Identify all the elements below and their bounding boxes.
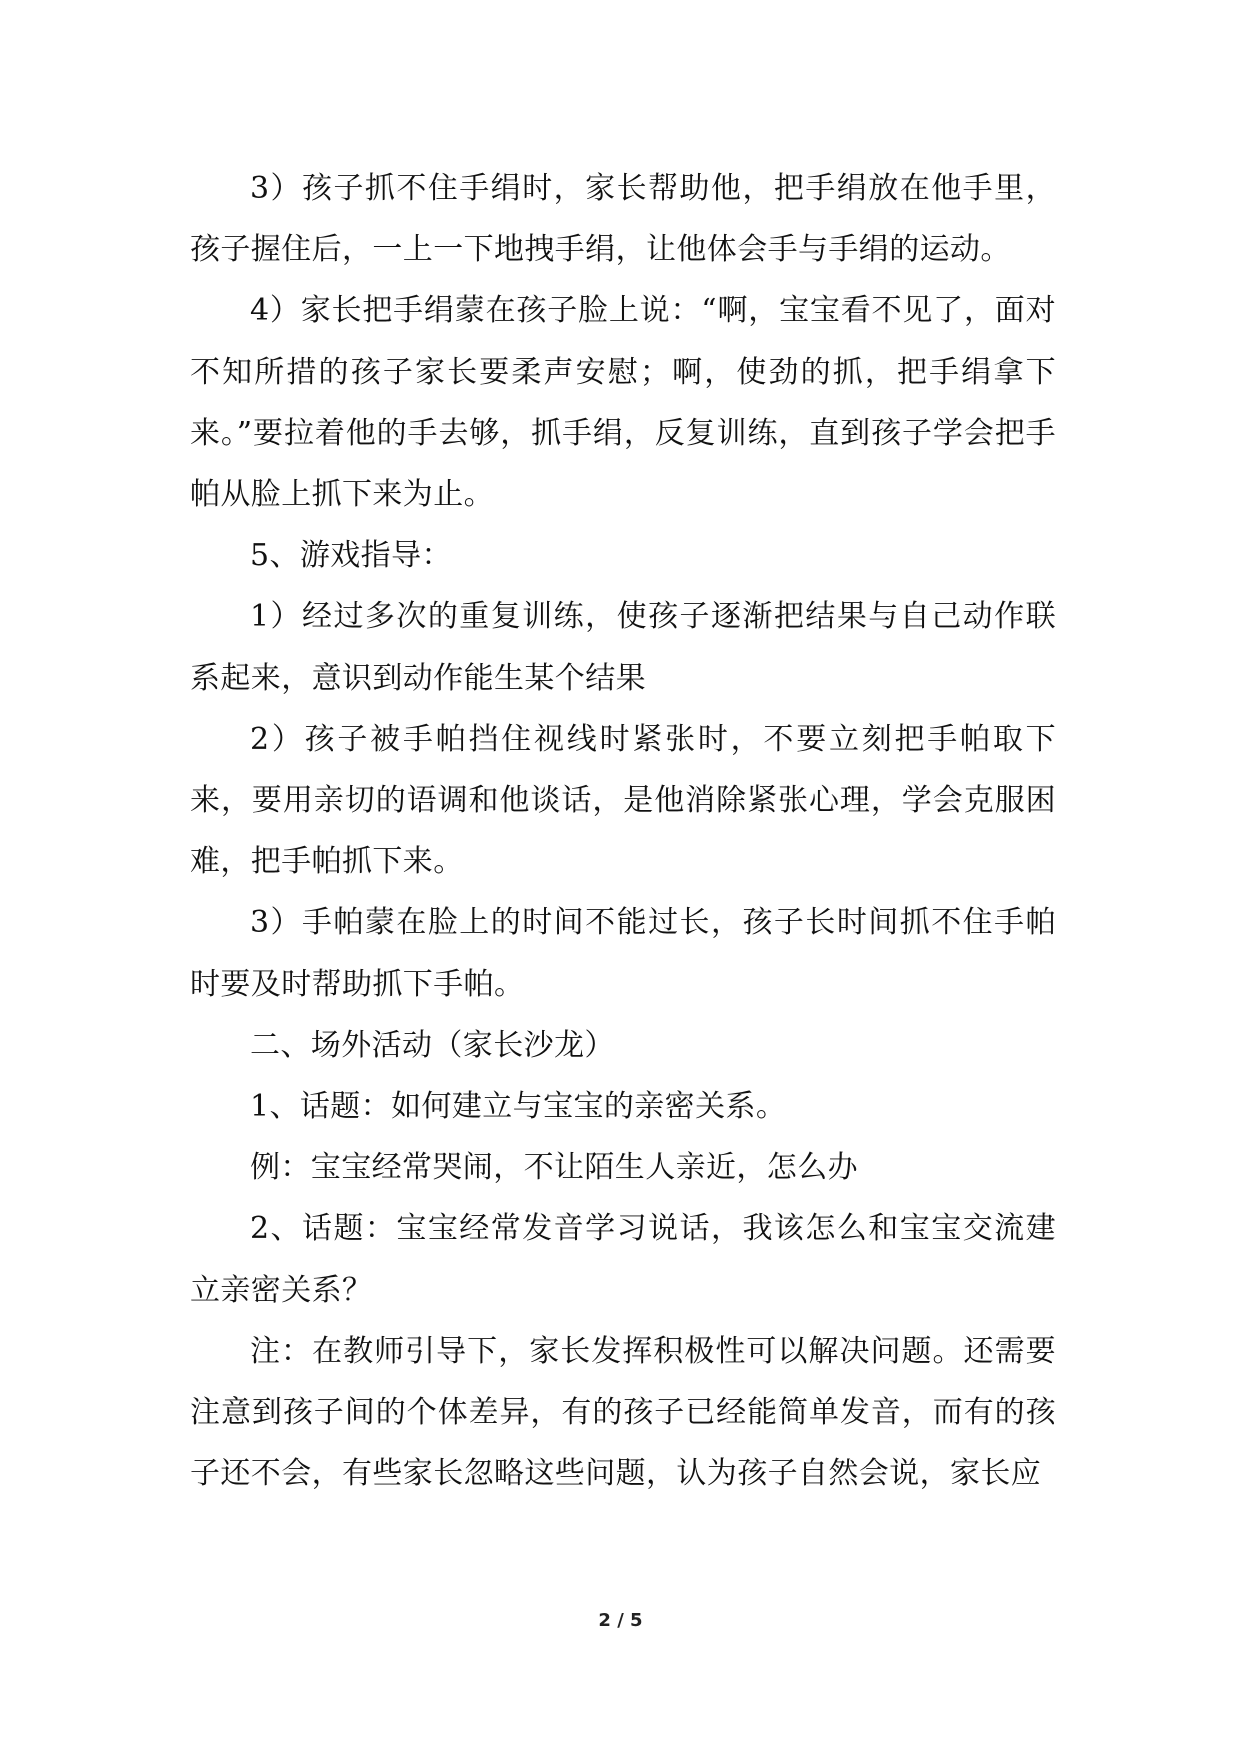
page-number: 2 / 5	[598, 1610, 643, 1631]
paragraph: 2）孩子被手帕挡住视线时紧张时，不要立刻把手帕取下来，要用亲切的语调和他谈话，是他消除紧张心理，学会克服困难，把手帕抓下来。	[190, 721, 1056, 880]
paragraph: 3）手帕蒙在脸上的时间不能过长，孩子长时间抓不住手帕时要及时帮助抓下手帕。	[190, 905, 1056, 1002]
body-text	[190, 158, 1056, 1504]
paragraph: 1、话题：如何建立与宝宝的亲密关系。	[250, 1089, 787, 1125]
paragraph: 1）经过多次的重复训练，使孩子逐渐把结果与自己动作联系起来，意识到动作能生某个结果	[190, 599, 1056, 696]
paragraph: 4）家长把手绢蒙在孩子脸上说：“啊，宝宝看不见了，面对不知所措的孩子家长要柔声安慰；啊，使劲的抓，把手绢拿下来。”要拉着他的手去够，抓手绢，反复训练，直到孩子学会把手帕从脸上抓下来为止。	[190, 293, 1056, 513]
paragraph: 例：宝宝经常哭闹，不让陌生人亲近，怎么办	[250, 1150, 858, 1186]
paragraph: 注：在教师引导下，家长发挥积极性可以解决问题。还需要注意到孩子间的个体差异，有的孩子已经能简单发音，而有的孩子还不会，有些家长忽略这些问题，认为孩子自然会说，家长应	[190, 1333, 1056, 1492]
paragraph: 2、话题：宝宝经常发音学习说话，我该怎么和宝宝交流建立亲密关系？	[190, 1211, 1056, 1308]
paragraph: 3）孩子抓不住手绢时，家长帮助他，把手绢放在他手里，孩子握住后，一上一下地拽手绢，让他体会手与手绢的运动。	[190, 171, 1056, 268]
section-heading: 二、场外活动（家长沙龙）	[250, 1027, 615, 1063]
paragraph: 5、游戏指导：	[250, 538, 452, 574]
